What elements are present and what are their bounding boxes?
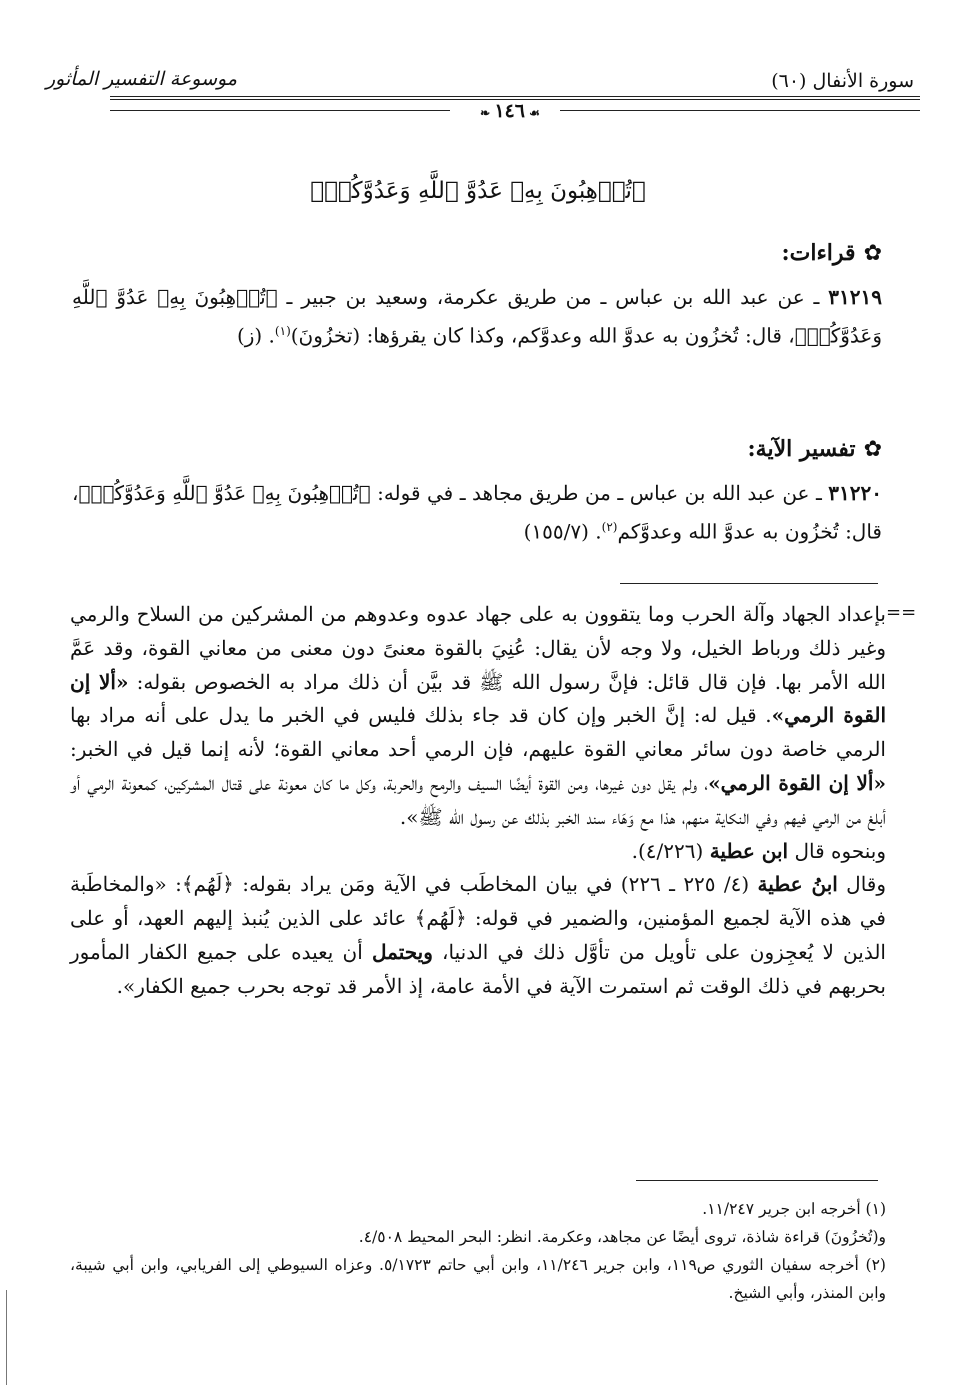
footnote-ref: (١) [274,324,291,338]
surah-title: سورة الأنفال (٦٠) [771,70,914,92]
commentary-text: ، ولم يقل دون غيرها، ومن القوة أيضًا السيف والرمح والحربة، وكل ما كان معونة على قتال المشركين، كمعونة الرمي أو أبلغ من الرمي فيهم وفي النكاية منهم، هذا مع وَهَاء سند الخبر بذلك عن رسول الله ﷺ». [70,770,886,829]
commentary-text: (٤/٢٢٦). [631,838,710,863]
commentary-paragraph [70,868,886,1003]
commentary-text: أن يعيده على جميع الكفار المأمور بحربهم في ذلك الوقت ثم استمرت الآية في الأمة عامة، إذ الأمر قد توجه بحرب جميع الكفار». [70,939,886,998]
footnotes [70,1195,886,1307]
commentary-paragraph [70,835,886,869]
book-title: موسوعة التفسير المأثور [46,68,238,90]
flower-icon: ✿ [863,241,882,266]
narration-tail: . (ز) [236,323,275,348]
separator-line [620,583,878,584]
continuation-marker: == [886,602,917,623]
footnote: و(تُخزُونَ) قراءة شاذة، تروى أيضًا عن مجاهد، وعكرمة. انظر: البحر المحيط ٤/٥٠٨. [358,1228,886,1246]
scholar-name: ابنُ عطية [757,872,838,897]
scholar-name: ابن عطية [709,838,789,863]
header-rule [110,96,920,97]
page-number-block [460,100,560,122]
narration-text: ـ عن عبد الله بن عباس ـ من طريق مجاهد ـ في قوله: ﴿تُرۡهِبُونَ بِهِۦ عَدُوَّ ٱللَّهِ وَعَدُوَّكُمۡ﴾، قال: تُخزُون به عدوَّ الله وعدوَّكم [72,481,882,544]
footnote: (٢) أخرجه سفيان الثوري ص١١٩، وابن جرير ١١/٢٤٦، وابن أبي حاتم ٥/١٧٢٣. وعزاه السيوطي إلى الفريابي، وابن أبي شيبة، وابن المنذر، وأبي الشيخ. [70,1256,886,1302]
footnote-ref: (٢) [601,520,618,534]
header-rule-left [110,110,450,111]
narration-number: ٣١٢٢٠ [828,481,882,505]
commentary-paragraph [70,598,886,835]
verse-heading: ﴿تُرۡهِبُونَ بِهِۦ عَدُوَّ ٱللَّهِ وَعَدُوَّكُمۡ﴾ [310,178,646,204]
ornament-icon: ☙ [524,106,540,120]
header-rule-right [560,110,920,111]
page-number: ١٤٦ [494,100,525,122]
section-heading [72,240,882,266]
narration-paragraph [72,476,882,549]
page-header [40,62,920,132]
narration-text: ـ عن عبد الله بن عباس ـ من طريق عكرمة، وسعيد بن جبير ـ ﴿تُرۡهِبُونَ بِهِۦ عَدُوَّ ٱللَّهِ وَعَدُوَّكُمۡ﴾، قال: تُخزُون به عدوَّ الله وعدوَّكم، وكذا كان يقرؤها: (تخزُونَ) [72,285,882,348]
hadith-quote: «ألا إن القوة الرمي» [70,669,886,728]
hadith-quote: «ألا إن القوة الرمي» [708,770,886,795]
section-tafsir [72,436,882,549]
ornament-icon: ❧ [480,106,495,120]
commentary-text: وقال [837,872,887,897]
commentary-text: (٤/ ٢٢٥ ـ ٢٢٦) في بيان المخاطَب في الآية ومَن يراد بقوله: ﴿لَهُم﴾: «والمخاطَبة في هذه الآية لجميع المؤمنين، والضمير في قوله: ﴿لَهُم﴾ عائد على الذين يُنبذ إليهم العهد، أو على الذين لا يُعجِزون على تأويل من تأوَّل ذلك في الدنيا، [70,872,886,964]
narration-tail: . (١٥٥/٧) [523,519,602,544]
commentary-text: وبنحوه قال [788,838,886,863]
flower-icon: ✿ [863,437,882,462]
emphasis-word: ويحتمل [371,939,433,964]
section-heading-text: تفسير الآية: [747,436,856,462]
commentary-text: بإعداد الجهاد وآلة الحرب وما يتقوون به على جهاد عدوه وعدوهم من المشركين من السلاح والرمي وغير ذلك ورباط الخيل، ولا وجه لأن يقال: عُنِيَ بالقوة معنىً دون معنى من معاني القوة، وقد عَمَّ الله الأمر بها. فإن قال قائل: فإنَّ رسول الله ﷺ قد بيَّن أن ذلك مراد به الخصوص بقوله: [70,602,886,694]
commentary-block [70,598,886,1004]
section-heading-text: قراءات: [781,240,856,266]
margin-line [6,1290,7,1385]
footnote: (١) أخرجه ابن جرير ١١/٢٤٧. [702,1200,886,1218]
narration-number: ٣١٢١٩ [828,285,882,309]
commentary-text: . قيل له: إنَّ الخبر وإن كان قد جاء بذلك فليس في الخبر ما يدل على أنه مراد بها الرمي خاصة دون سائر معاني القوة عليهم، فإن الرمي أحد معاني القوة؛ لأنه إنما قيل في الخبر: [70,703,886,762]
narration-paragraph [72,280,882,353]
section-qiraat [72,240,882,353]
section-heading [72,436,882,462]
footnote-separator [636,1180,878,1181]
